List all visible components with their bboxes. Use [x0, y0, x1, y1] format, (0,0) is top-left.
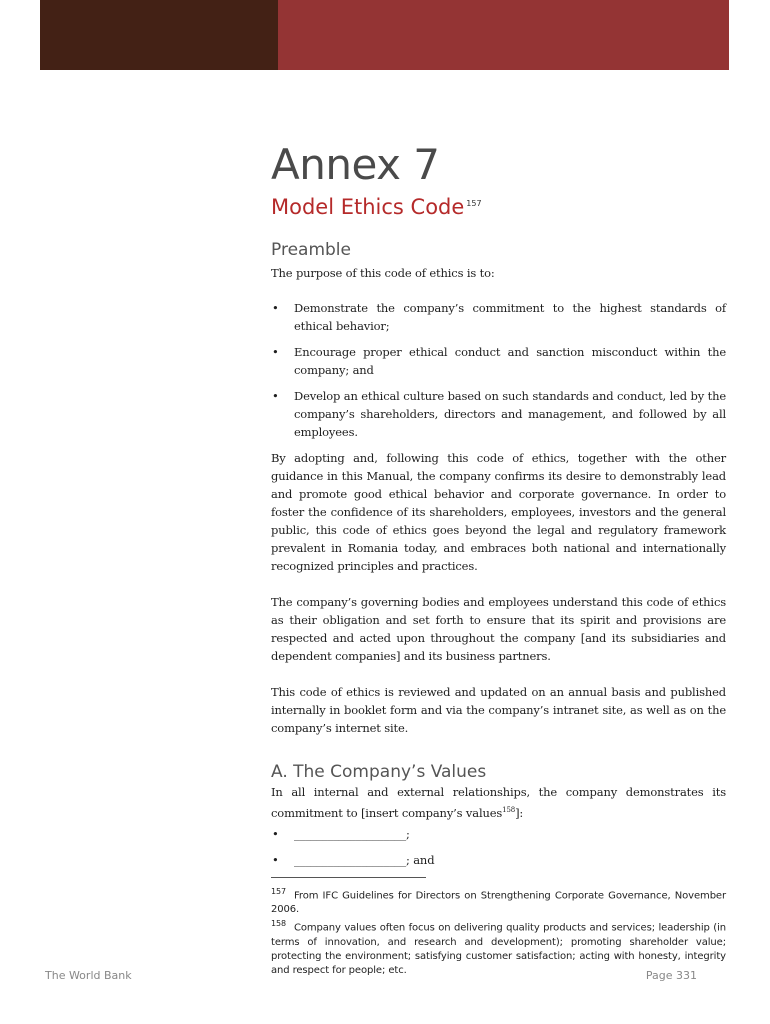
- preamble-paragraph: The company’s governing bodies and employees understand this code of ethics as their obligation and set forth to ensure that its spirit and provisions are respected and acted upon throughout the company [and its subsidiaries and dependent companies] and its business partners.: [271, 594, 726, 663]
- document-subtitle: [271, 194, 726, 221]
- footnote-divider: [271, 877, 426, 878]
- footnote-number: 158: [271, 919, 286, 929]
- header-band-dark: [40, 0, 278, 70]
- footnote-item: [271, 885, 726, 917]
- values-heading: A. The Company’s Values: [271, 761, 487, 782]
- values-intro-text: In all internal and external relationships, the company demonstrates its commitment to [insert company’s values: [271, 784, 726, 820]
- bullet-icon: •: [272, 300, 279, 315]
- values-list: [271, 825, 726, 869]
- footnote-number: 157: [271, 887, 286, 896]
- list-item: [271, 851, 726, 869]
- bullet-icon: •: [272, 344, 279, 359]
- list-item: [271, 387, 726, 441]
- footnotes: [271, 885, 726, 978]
- list-item-text: Encourage proper ethical conduct and sanction misconduct within the company; and: [294, 344, 726, 377]
- values-intro: [271, 783, 726, 822]
- header-band-red: [278, 0, 729, 70]
- list-item-text: Demonstrate the company’s commitment to the highest standards of ethical behavior;: [294, 300, 726, 333]
- purpose-list: [271, 299, 726, 441]
- preamble-intro: The purpose of this code of ethics is to:: [271, 265, 495, 280]
- main-content: [271, 142, 726, 877]
- footnote-ref-158[interactable]: 158: [502, 805, 516, 814]
- preamble-heading: Preamble: [271, 240, 351, 261]
- footnote-text: Company values often focus on delivering quality products and services; leadership (in terms of innovation, and research and development); promoting shareholder value; protecting the environment; satisfying customer satisfaction; acting with honesty, integrity and respect for people; etc.: [271, 922, 726, 976]
- bullet-icon: •: [272, 826, 279, 841]
- preamble-paragraph: By adopting and, following this code of ethics, together with the other guidance in this Manual, the company confirms its desire to demonstrably lead and promote good ethical behavior and corporate governance. In order to foster the confidence of its shareholders, employees, investors and the general public, this code of ethics goes beyond the legal and regulatory framework prevalent in Romania today, and embraces both national and internationally recognized principles and practices.: [271, 450, 726, 573]
- preamble-paragraph: This code of ethics is reviewed and updated on an annual basis and published internally in booklet form and via the company’s intranet site, as well as on the company’s internet site.: [271, 684, 726, 735]
- footnote-ref-157[interactable]: 157: [466, 199, 482, 209]
- footnote-text: From IFC Guidelines for Directors on Strengthening Corporate Governance, November 2006.: [271, 890, 726, 916]
- footer-publisher: The World Bank: [45, 969, 132, 982]
- values-blank: ____________________;: [294, 826, 410, 841]
- values-blank: ____________________; and: [294, 852, 435, 867]
- list-item: [271, 299, 726, 335]
- bullet-icon: •: [272, 852, 279, 867]
- subtitle-text: Model Ethics Code: [271, 195, 465, 220]
- list-item: [271, 825, 726, 843]
- annex-title: Annex 7: [271, 140, 440, 189]
- list-item: [271, 343, 726, 379]
- values-intro-end: ]:: [515, 805, 524, 820]
- list-item-text: Develop an ethical culture based on such standards and conduct, led by the company’s shareholders, directors and management, and followed by all employees.: [294, 388, 726, 439]
- page-number: Page 331: [645, 969, 697, 982]
- bullet-icon: •: [272, 388, 279, 403]
